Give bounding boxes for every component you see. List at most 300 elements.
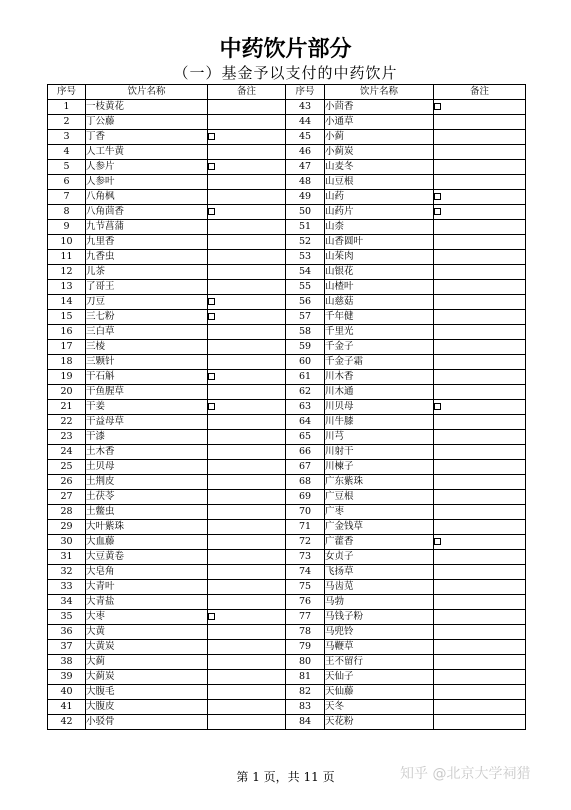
row-number: 1 (48, 100, 86, 115)
herb-name: 人参片 (86, 160, 208, 175)
herb-name: 人参叶 (86, 175, 208, 190)
row-number: 62 (286, 385, 325, 400)
herb-name: 九节菖蒲 (86, 220, 208, 235)
row-note (434, 400, 526, 415)
row-note (208, 460, 286, 475)
row-note (434, 145, 526, 160)
note-checkbox-icon (208, 613, 215, 620)
row-number: 20 (48, 385, 86, 400)
table-row (48, 430, 526, 445)
row-note (434, 160, 526, 175)
herb-name: 大腹皮 (86, 700, 208, 715)
table-row (48, 580, 526, 595)
row-note (208, 670, 286, 685)
row-number: 81 (286, 670, 325, 685)
row-note (208, 490, 286, 505)
row-number: 43 (286, 100, 325, 115)
row-number: 32 (48, 565, 86, 580)
section-subtitle: （一）基金予以支付的中药饮片 (173, 64, 398, 82)
page-footer: 第 1 页，共 11 页 (236, 770, 335, 784)
row-note (208, 475, 286, 490)
row-number: 19 (48, 370, 86, 385)
herb-name: 山药 (325, 190, 434, 205)
row-number: 34 (48, 595, 86, 610)
row-note (208, 325, 286, 340)
row-note (208, 640, 286, 655)
row-note (434, 625, 526, 640)
row-number: 67 (286, 460, 325, 475)
table-row (48, 370, 526, 385)
row-note (208, 400, 286, 415)
herb-name: 山楂叶 (325, 280, 434, 295)
row-number: 31 (48, 550, 86, 565)
row-number: 21 (48, 400, 86, 415)
herb-name: 川木通 (325, 385, 434, 400)
row-note (208, 610, 286, 625)
table-row (48, 325, 526, 340)
note-checkbox-icon (208, 403, 215, 410)
herb-name: 大枣 (86, 610, 208, 625)
row-note (434, 460, 526, 475)
herb-name: 广藿香 (325, 535, 434, 550)
note-checkbox-icon (208, 298, 215, 305)
row-number: 3 (48, 130, 86, 145)
row-note (208, 715, 286, 730)
row-note (208, 280, 286, 295)
herb-name: 大豆黄卷 (86, 550, 208, 565)
row-number: 7 (48, 190, 86, 205)
row-note (434, 115, 526, 130)
row-note (208, 250, 286, 265)
row-number: 53 (286, 250, 325, 265)
table-row (48, 415, 526, 430)
row-note (434, 565, 526, 580)
row-number: 27 (48, 490, 86, 505)
row-note (208, 685, 286, 700)
note-checkbox-icon (208, 208, 215, 215)
table-row (48, 115, 526, 130)
header-name-right: 饮片名称 (325, 85, 434, 100)
table-row (48, 505, 526, 520)
table-row (48, 595, 526, 610)
row-number: 12 (48, 265, 86, 280)
row-number: 63 (286, 400, 325, 415)
row-number: 14 (48, 295, 86, 310)
row-number: 78 (286, 625, 325, 640)
row-number: 6 (48, 175, 86, 190)
herb-name: 千里光 (325, 325, 434, 340)
row-note (434, 475, 526, 490)
row-note (434, 715, 526, 730)
table-row (48, 640, 526, 655)
row-note (434, 310, 526, 325)
row-number: 36 (48, 625, 86, 640)
herb-name: 广金钱草 (325, 520, 434, 535)
row-number: 56 (286, 295, 325, 310)
table-row (48, 100, 526, 115)
herb-name: 八角枫 (86, 190, 208, 205)
row-note (208, 625, 286, 640)
row-number: 68 (286, 475, 325, 490)
herb-name: 大皂角 (86, 565, 208, 580)
herb-name: 土茯苓 (86, 490, 208, 505)
table-row (48, 280, 526, 295)
table-row (48, 265, 526, 280)
herb-name: 三颗针 (86, 355, 208, 370)
note-checkbox-icon (434, 403, 441, 410)
row-number: 79 (286, 640, 325, 655)
row-number: 9 (48, 220, 86, 235)
herb-name: 飞扬草 (325, 565, 434, 580)
herb-name: 大蓟 (86, 655, 208, 670)
herb-name: 大青叶 (86, 580, 208, 595)
herb-name: 川射干 (325, 445, 434, 460)
herb-name: 马鞭草 (325, 640, 434, 655)
table-row (48, 340, 526, 355)
row-note (434, 250, 526, 265)
herb-name: 土鳖虫 (86, 505, 208, 520)
herb-name: 大叶紫珠 (86, 520, 208, 535)
table-row (48, 400, 526, 415)
row-note (434, 325, 526, 340)
table-row (48, 220, 526, 235)
herb-name: 小蓟 (325, 130, 434, 145)
herb-name: 天仙藤 (325, 685, 434, 700)
row-number: 22 (48, 415, 86, 430)
herb-name: 山慈菇 (325, 295, 434, 310)
row-note (434, 445, 526, 460)
table-row (48, 550, 526, 565)
note-checkbox-icon (434, 208, 441, 215)
herb-name: 川楝子 (325, 460, 434, 475)
note-checkbox-icon (434, 103, 441, 110)
herb-name: 干益母草 (86, 415, 208, 430)
table-row (48, 610, 526, 625)
table-row (48, 295, 526, 310)
row-note (434, 280, 526, 295)
herb-name: 丁公藤 (86, 115, 208, 130)
table-row (48, 130, 526, 145)
row-note (434, 430, 526, 445)
herb-name: 天花粉 (325, 715, 434, 730)
row-number: 66 (286, 445, 325, 460)
table-row (48, 175, 526, 190)
row-note (208, 700, 286, 715)
row-number: 47 (286, 160, 325, 175)
row-note (208, 535, 286, 550)
row-number: 71 (286, 520, 325, 535)
note-checkbox-icon (208, 313, 215, 320)
table-row (48, 250, 526, 265)
herb-name: 干姜 (86, 400, 208, 415)
row-number: 61 (286, 370, 325, 385)
row-number: 49 (286, 190, 325, 205)
row-note (208, 580, 286, 595)
herb-name: 马齿苋 (325, 580, 434, 595)
herb-name: 千年健 (325, 310, 434, 325)
row-number: 65 (286, 430, 325, 445)
row-note (208, 265, 286, 280)
table-row (48, 145, 526, 160)
row-number: 8 (48, 205, 86, 220)
herb-name: 马勃 (325, 595, 434, 610)
row-note (434, 580, 526, 595)
row-note (208, 340, 286, 355)
herb-name: 广豆根 (325, 490, 434, 505)
table-row (48, 685, 526, 700)
row-note (434, 175, 526, 190)
row-note (434, 415, 526, 430)
row-number: 59 (286, 340, 325, 355)
row-note (434, 685, 526, 700)
row-note (434, 535, 526, 550)
row-number: 11 (48, 250, 86, 265)
table-header-row (48, 85, 526, 100)
herb-name: 八角茴香 (86, 205, 208, 220)
note-checkbox-icon (208, 373, 215, 380)
table-row (48, 520, 526, 535)
row-number: 40 (48, 685, 86, 700)
herb-name: 干鱼腥草 (86, 385, 208, 400)
header-no-left: 序号 (48, 85, 86, 100)
herb-name: 人工牛黄 (86, 145, 208, 160)
herb-name: 土荆皮 (86, 475, 208, 490)
row-note (208, 655, 286, 670)
herb-name: 大蓟炭 (86, 670, 208, 685)
herb-name: 丁香 (86, 130, 208, 145)
herb-name: 刀豆 (86, 295, 208, 310)
table-row (48, 310, 526, 325)
table-row (48, 205, 526, 220)
row-note (434, 595, 526, 610)
row-note (208, 430, 286, 445)
row-note (434, 295, 526, 310)
row-number: 64 (286, 415, 325, 430)
row-note (208, 505, 286, 520)
row-number: 84 (286, 715, 325, 730)
row-number: 29 (48, 520, 86, 535)
row-note (434, 640, 526, 655)
row-note (208, 415, 286, 430)
row-note (434, 655, 526, 670)
herb-name: 小通草 (325, 115, 434, 130)
herb-name: 广枣 (325, 505, 434, 520)
herb-name: 马钱子粉 (325, 610, 434, 625)
note-checkbox-icon (434, 538, 441, 545)
herb-name: 大黄炭 (86, 640, 208, 655)
row-number: 2 (48, 115, 86, 130)
row-number: 46 (286, 145, 325, 160)
row-number: 82 (286, 685, 325, 700)
herb-name: 土木香 (86, 445, 208, 460)
row-number: 28 (48, 505, 86, 520)
note-checkbox-icon (208, 133, 215, 140)
herb-name: 了哥王 (86, 280, 208, 295)
note-checkbox-icon (434, 193, 441, 200)
row-number: 57 (286, 310, 325, 325)
row-note (208, 355, 286, 370)
row-note (208, 310, 286, 325)
row-number: 44 (286, 115, 325, 130)
row-number: 30 (48, 535, 86, 550)
herb-name: 土贝母 (86, 460, 208, 475)
row-number: 4 (48, 145, 86, 160)
row-note (208, 100, 286, 115)
row-number: 54 (286, 265, 325, 280)
row-number: 60 (286, 355, 325, 370)
row-number: 38 (48, 655, 86, 670)
table-row (48, 355, 526, 370)
herb-name: 小茴香 (325, 100, 434, 115)
herb-name: 川木香 (325, 370, 434, 385)
herb-name: 川贝母 (325, 400, 434, 415)
herb-name: 山茱肉 (325, 250, 434, 265)
row-note (208, 115, 286, 130)
page-title: 中药饮片部分 (219, 36, 352, 62)
row-note (434, 670, 526, 685)
herb-name: 山麦冬 (325, 160, 434, 175)
herb-name: 川牛膝 (325, 415, 434, 430)
row-number: 55 (286, 280, 325, 295)
herb-name: 小驳骨 (86, 715, 208, 730)
row-note (208, 205, 286, 220)
row-number: 16 (48, 325, 86, 340)
row-note (208, 190, 286, 205)
herb-table (47, 84, 526, 730)
row-number: 75 (286, 580, 325, 595)
row-number: 26 (48, 475, 86, 490)
herb-name: 干石斛 (86, 370, 208, 385)
row-note (434, 700, 526, 715)
table-row (48, 475, 526, 490)
row-number: 24 (48, 445, 86, 460)
row-number: 58 (286, 325, 325, 340)
table-row (48, 190, 526, 205)
herb-name: 儿茶 (86, 265, 208, 280)
herb-name: 九里香 (86, 235, 208, 250)
herb-name: 千金子 (325, 340, 434, 355)
table-row (48, 700, 526, 715)
header-note-left: 备注 (208, 85, 286, 100)
row-note (434, 100, 526, 115)
table-row (48, 670, 526, 685)
row-note (208, 130, 286, 145)
row-note (434, 130, 526, 145)
row-note (208, 160, 286, 175)
herb-name: 大黄 (86, 625, 208, 640)
row-note (208, 445, 286, 460)
row-note (208, 520, 286, 535)
herb-name: 干漆 (86, 430, 208, 445)
row-number: 51 (286, 220, 325, 235)
row-number: 15 (48, 310, 86, 325)
row-number: 13 (48, 280, 86, 295)
table-row (48, 235, 526, 250)
herb-name: 山柰 (325, 220, 434, 235)
row-note (434, 340, 526, 355)
row-note (434, 610, 526, 625)
table-row (48, 385, 526, 400)
row-number: 83 (286, 700, 325, 715)
row-number: 35 (48, 610, 86, 625)
header-name-left: 饮片名称 (86, 85, 208, 100)
row-note (434, 385, 526, 400)
watermark: 知乎 @北京大学祠猎 (400, 766, 531, 782)
herb-name: 王不留行 (325, 655, 434, 670)
herb-name: 大腹毛 (86, 685, 208, 700)
row-number: 73 (286, 550, 325, 565)
row-number: 41 (48, 700, 86, 715)
row-note (208, 595, 286, 610)
herb-name: 天仙子 (325, 670, 434, 685)
row-number: 10 (48, 235, 86, 250)
table-row (48, 535, 526, 550)
row-number: 50 (286, 205, 325, 220)
row-number: 70 (286, 505, 325, 520)
herb-name: 千金子霜 (325, 355, 434, 370)
row-number: 37 (48, 640, 86, 655)
herb-name: 三七粉 (86, 310, 208, 325)
row-number: 69 (286, 490, 325, 505)
herb-name: 九香虫 (86, 250, 208, 265)
row-note (208, 370, 286, 385)
row-number: 74 (286, 565, 325, 580)
row-number: 80 (286, 655, 325, 670)
row-note (434, 190, 526, 205)
row-number: 77 (286, 610, 325, 625)
row-note (434, 490, 526, 505)
row-note (208, 385, 286, 400)
herb-name: 山豆根 (325, 175, 434, 190)
row-number: 18 (48, 355, 86, 370)
table-row (48, 565, 526, 580)
row-number: 25 (48, 460, 86, 475)
herb-name: 大血藤 (86, 535, 208, 550)
herb-name: 山香圆叶 (325, 235, 434, 250)
header-note-right: 备注 (434, 85, 526, 100)
row-number: 39 (48, 670, 86, 685)
table-row (48, 625, 526, 640)
row-number: 42 (48, 715, 86, 730)
row-note (434, 265, 526, 280)
row-note (434, 520, 526, 535)
herb-name: 天冬 (325, 700, 434, 715)
row-note (434, 355, 526, 370)
row-note (208, 145, 286, 160)
note-checkbox-icon (208, 163, 215, 170)
row-note (208, 235, 286, 250)
row-number: 45 (286, 130, 325, 145)
header-no-right: 序号 (286, 85, 325, 100)
row-note (208, 295, 286, 310)
row-note (208, 220, 286, 235)
herb-name: 马兜铃 (325, 625, 434, 640)
herb-name: 小蓟炭 (325, 145, 434, 160)
row-number: 23 (48, 430, 86, 445)
row-number: 72 (286, 535, 325, 550)
herb-name: 山药片 (325, 205, 434, 220)
herb-name: 一枝黄花 (86, 100, 208, 115)
herb-name: 三白草 (86, 325, 208, 340)
table-row (48, 715, 526, 730)
row-number: 48 (286, 175, 325, 190)
row-note (208, 550, 286, 565)
row-number: 33 (48, 580, 86, 595)
row-note (434, 505, 526, 520)
row-note (434, 550, 526, 565)
herb-name: 女贞子 (325, 550, 434, 565)
row-note (434, 235, 526, 250)
